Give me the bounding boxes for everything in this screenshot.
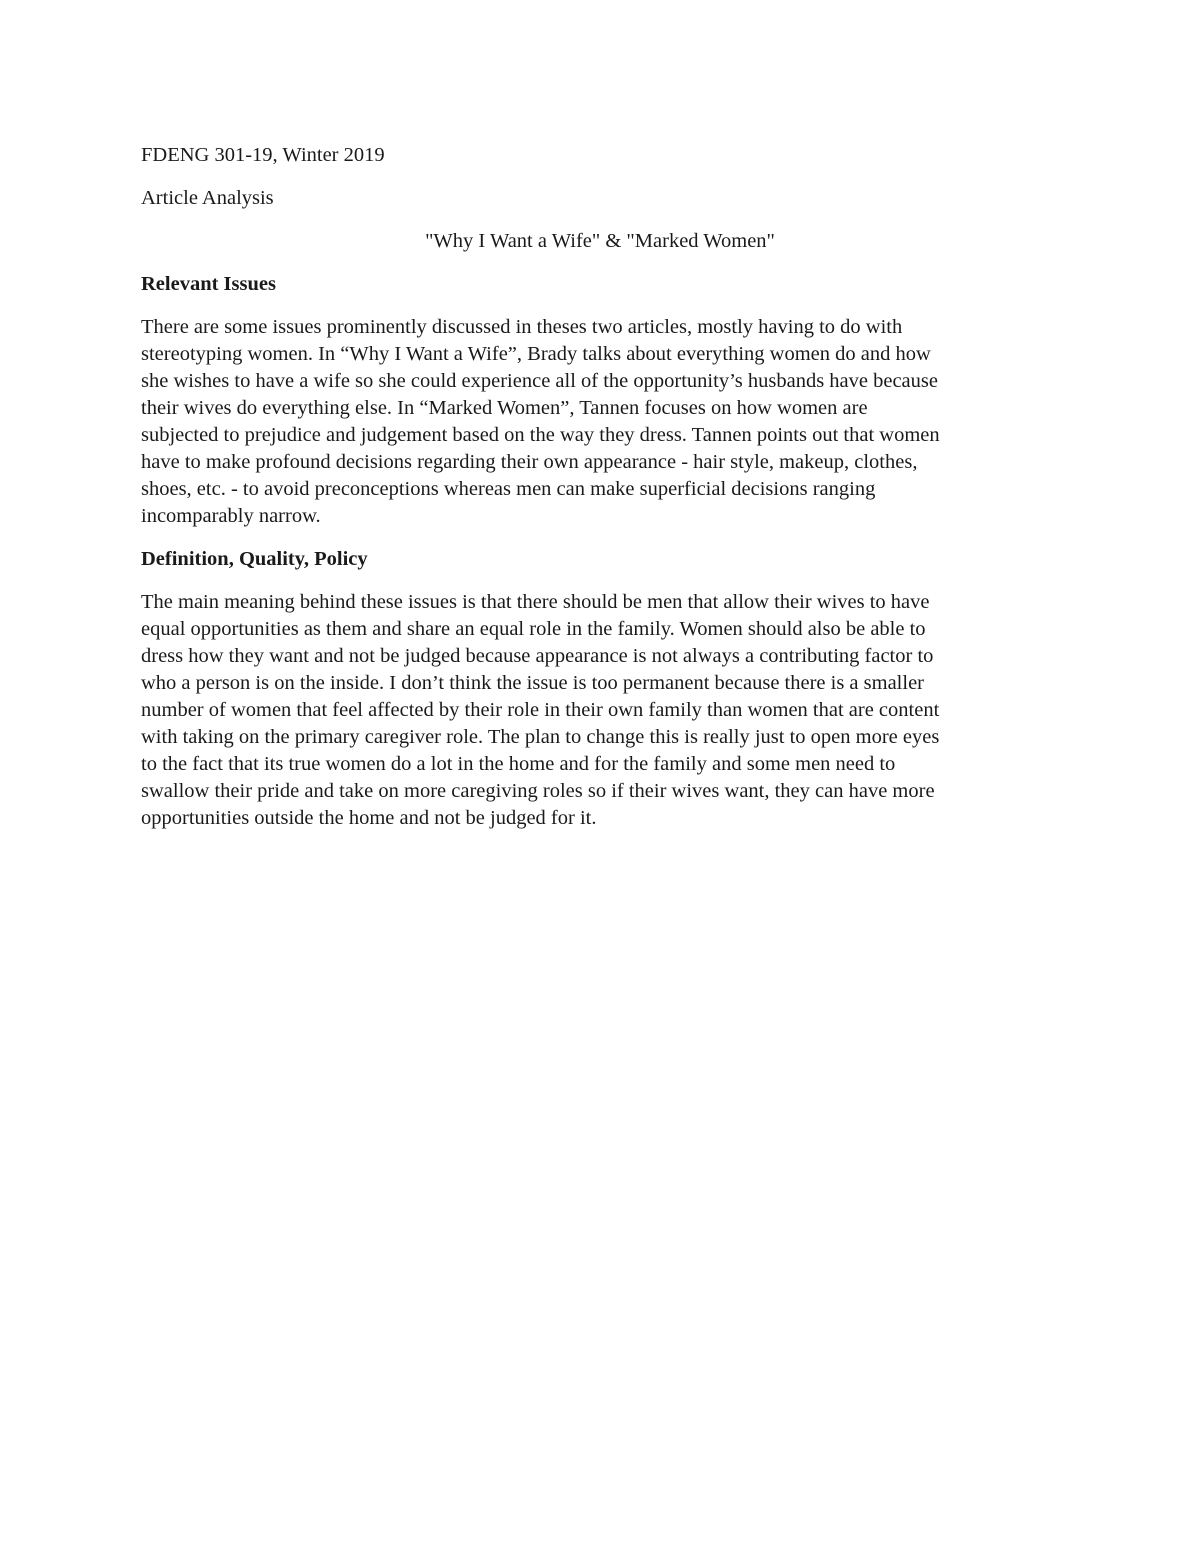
paragraph-line: opportunities outside the home and not be judged for it. bbox=[141, 807, 597, 829]
paragraph-line: she wishes to have a wife so she could experience all of the opportunity’s husbands have because bbox=[141, 370, 938, 392]
paragraph-line: who a person is on the inside. I don’t think the issue is too permanent because there is a smaller bbox=[141, 672, 924, 694]
paragraph-line: dress how they want and not be judged because appearance is not always a contributing factor to bbox=[141, 645, 934, 667]
paragraph-line: There are some issues prominently discussed in theses two articles, mostly having to do with bbox=[141, 316, 903, 338]
paragraph-line: have to make profound decisions regarding their own appearance - hair style, makeup, clothes, bbox=[141, 451, 918, 473]
paragraph-relevant-issues bbox=[141, 314, 1071, 530]
document-body bbox=[141, 142, 1071, 848]
paragraph-line: number of women that feel affected by their role in their own family than women that are content bbox=[141, 699, 940, 721]
document-title: "Why I Want a Wife" & "Marked Women" bbox=[425, 230, 775, 252]
paragraph-line: equal opportunities as them and share an equal role in the family. Women should also be able to bbox=[141, 618, 926, 640]
section-heading-relevant-issues: Relevant Issues bbox=[141, 273, 276, 295]
paragraph-line: incomparably narrow. bbox=[141, 505, 321, 527]
course-line: FDENG 301-19, Winter 2019 bbox=[141, 144, 385, 166]
paragraph-line: swallow their pride and take on more caregiving roles so if their wives want, they can have more bbox=[141, 780, 935, 802]
paragraph-definition-quality-policy bbox=[141, 589, 1071, 832]
paragraph-line: shoes, etc. - to avoid preconceptions whereas men can make superficial decisions ranging bbox=[141, 478, 876, 500]
assignment-line: Article Analysis bbox=[141, 187, 274, 209]
paragraph-line: their wives do everything else. In “Marked Women”, Tannen focuses on how women are bbox=[141, 397, 868, 419]
paragraph-line: to the fact that its true women do a lot in the home and for the family and some men need to bbox=[141, 753, 896, 775]
paragraph-line: subjected to prejudice and judgement based on the way they dress. Tannen points out that women bbox=[141, 424, 940, 446]
paragraph-line: The main meaning behind these issues is that there should be men that allow their wives to have bbox=[141, 591, 930, 613]
section-heading-definition-quality-policy: Definition, Quality, Policy bbox=[141, 548, 368, 570]
paragraph-line: with taking on the primary caregiver role. The plan to change this is really just to open more eyes bbox=[141, 726, 940, 748]
paragraph-line: stereotyping women. In “Why I Want a Wife”, Brady talks about everything women do and how bbox=[141, 343, 931, 365]
